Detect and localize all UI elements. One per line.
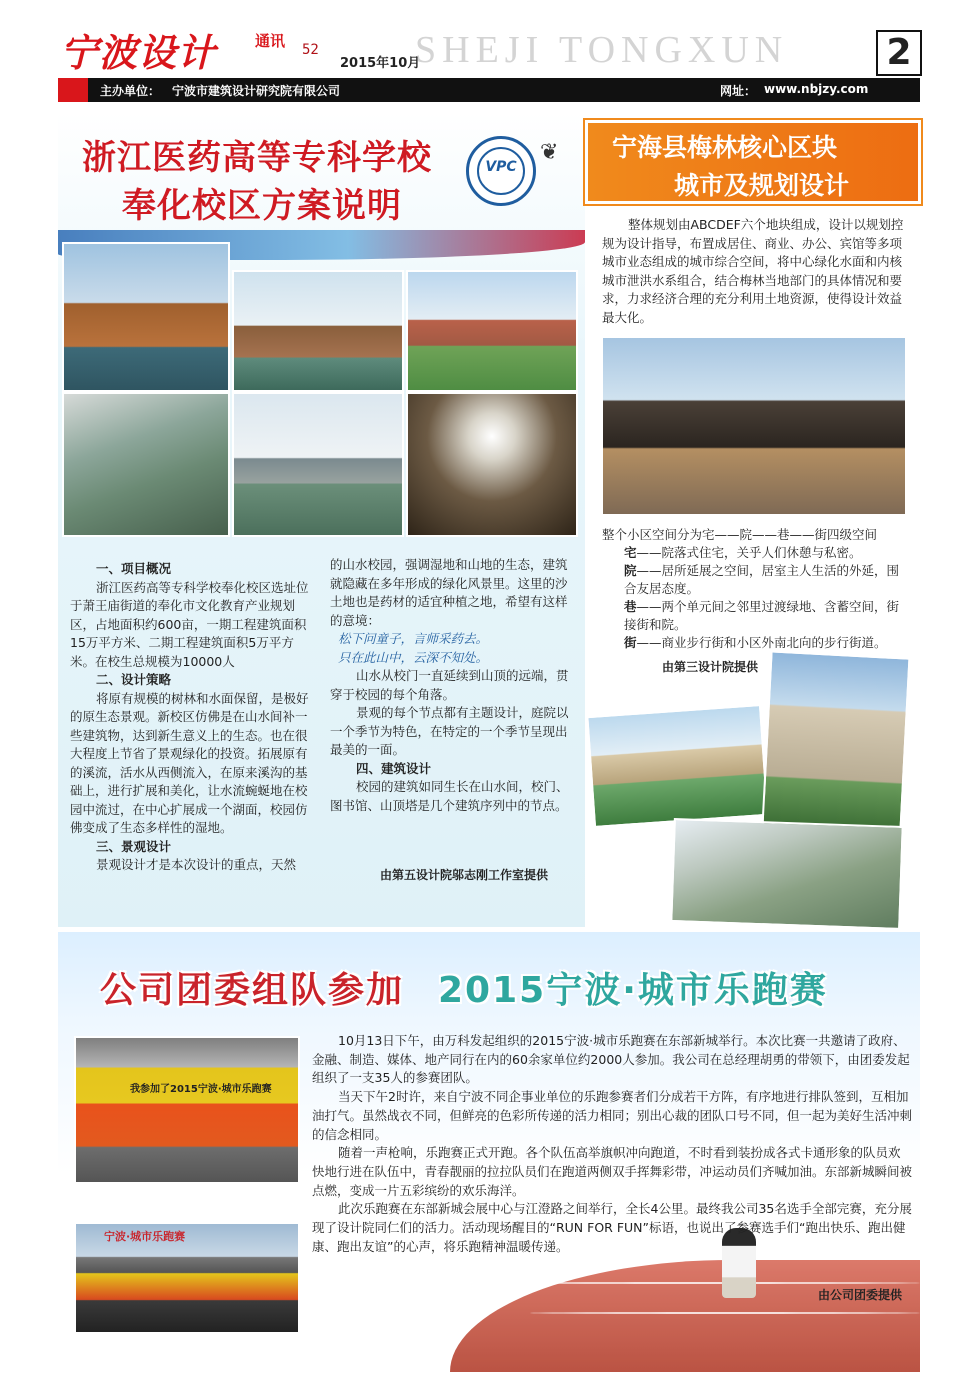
- tower-rendering-photo: [762, 650, 911, 832]
- paragraph: 此次乐跑赛在东部新城会展中心与江澄路之间举行，全长4公里。最终我公司35名选手全部完赛，充分展现了设计院同仁们的活力。活动现场醒目的“RUN FOR FUN”标语，也说出了参赛选手们“跑出快乐、跑出健康、跑出友谊”的心声，将乐跑精神温暖传递。: [312, 1201, 912, 1254]
- college-emblem-icon: [466, 136, 536, 206]
- space-hierarchy-list: [602, 526, 908, 652]
- list-item-term: 街: [624, 635, 637, 650]
- website-label: 网址：: [720, 84, 757, 98]
- team-photo-banner-text: 我参加了2015宁波·城市乐跑赛: [130, 1084, 272, 1095]
- poem-line: 只在此山中，云深不知处。: [338, 649, 489, 665]
- list-item-term: 巷: [624, 599, 637, 614]
- paragraph: 浙江医药高等专科学校奉化校区选址位于萧王庙街道的奉化市文化教育产业规划区，占地面积约600亩，一期工程建筑面积15万平方米、二期工程建筑面积5万平方米。在校生总规模为10000人: [70, 579, 309, 669]
- bottom-article-body: [312, 1032, 912, 1256]
- english-title: SHEJI TONGXUN: [415, 29, 789, 71]
- list-item: [602, 562, 908, 598]
- list-item-text: ——商业步行街和小区外南北向的步行街道。: [636, 635, 887, 650]
- paragraph: 的山水校园，强调湿地和山地的生态，建筑就隐藏在多年形成的绿化风景里。这里的沙土地也是药材的适宜种植之地，希望有这样的意境：: [330, 557, 568, 628]
- butterfly-icon: ❦: [540, 140, 559, 165]
- host-organization: 宁波市建筑设计研究院有限公司: [172, 84, 341, 98]
- race-arch-banner-text: 宁波·城市乐跑赛: [104, 1230, 186, 1243]
- website-url[interactable]: www.nbjzy.com: [764, 82, 869, 96]
- issue-date: 2015年10月: [340, 56, 421, 71]
- info-bar-accent: [58, 78, 88, 102]
- residential-rendering-photo: [586, 704, 768, 828]
- bottom-article-title-part1: 公司团委组队参加: [100, 970, 405, 1011]
- campus-rendering-photo: [62, 242, 230, 392]
- bottom-article-title-part2: 2015宁波·城市乐跑赛: [438, 970, 828, 1011]
- paragraph: 10月13日下午，由万科发起组织的2015宁波·城市乐跑赛在东部新城举行。本次比赛一共邀请了政府、金融、制造、媒体、地产同行在内的60余家单位约2000人参加。我公司在总经理胡勇的带领下，由团委发起组织了一支35人的参赛团队。: [312, 1033, 910, 1086]
- left-article-column-b: [330, 556, 575, 815]
- masterplan-aerial-photo: [670, 818, 903, 930]
- newspaper-logo-suffix: 通讯: [255, 32, 286, 50]
- paragraph: 当天下午2时许，来自宁波不同企事业单位的乐跑参赛者们分成若干方阵，有序地进行排队签到，互相加油打气。虽然战衣不同，但鲜亮的色彩所传递的活力相同；别出心裁的团队口号不同，但一起为美好生活冲刺的信念相同。: [312, 1089, 913, 1142]
- section-heading: 二、设计策略: [96, 672, 172, 687]
- paragraph: 随着一声枪响，乐跑赛正式开跑。各个队伍高举旗帜冲向跑道，不时看到装扮成各式卡通形象的队员欢快地行进在队伍中，青春靓丽的拉拉队员们在跑道两侧双手挥舞彩带，冲运动员们齐喊加油。东部新城瞬间被点燃，变成一片五彩缤纷的欢乐海洋。: [312, 1145, 913, 1198]
- poem-line: 松下问童子，言师采药去。: [338, 631, 489, 646]
- list-item-term: 院: [624, 563, 637, 578]
- section-heading: 三、景观设计: [96, 838, 172, 854]
- team-group-photo: [74, 1036, 300, 1184]
- paragraph: 校园的建筑如同生长在山水间，校门、图书馆、山顶塔是几个建筑序列中的节点。: [330, 779, 569, 813]
- lawn-rendering-photo: [406, 270, 578, 392]
- left-article-title-line2: 奉化校区方案说明: [122, 186, 402, 226]
- left-article-credit: 由第五设计院邬志刚工作室提供: [380, 868, 549, 882]
- section-heading: 四、建筑设计: [356, 760, 432, 776]
- paragraph: 景观的每个节点都有主题设计，庭院以一个季节为特色，在特定的一个季节呈现出最美的一面。: [330, 705, 569, 757]
- right-article-intro: 整体规划由ABCDEF六个地块组成，设计以规划控规为设计指导，布置成居住、商业、办公、宾馆等多项城市业态组成的城市综合空间，将中心绿化水面和内核城市泄洪水系组合，结合梅林当地部门的具体情况和要求，力求经济合理的充分利用土地资源，使得设计效益最大化。: [602, 217, 904, 325]
- left-article-column-a: [70, 560, 315, 875]
- list-item: [602, 544, 908, 562]
- section-heading: 一、项目概况: [96, 561, 172, 576]
- paragraph: 山水从校门一直延续到山顶的远端，贯穿于校园的每个角落。: [330, 668, 569, 702]
- right-article-credit: 由第三设计院提供: [662, 660, 759, 674]
- paragraph: 将原有规模的树林和水面保留，是极好的原生态景观。新校区仿佛是在山水间补一些建筑物，达到新生意义上的生态。也在很大程度上节省了景观绿化的投资。拓展原有的溪流，活水从西侧流入，在原来溪沟的基础上，进行扩展和美化，让水流蜿蜒地在校园中流过，在中心扩展成一个湖面，校园仿佛变成了生态多样性的湿地。: [70, 690, 309, 835]
- list-lead: 整个小区空间分为宅——院——巷——街四级空间: [602, 527, 878, 542]
- college-emblem-mark: VPC: [485, 159, 517, 175]
- lakeside-rendering-photo: [232, 392, 404, 537]
- commercial-street-rendering-photo: [601, 336, 907, 516]
- paragraph: 景观设计才是本次设计的重点，天然: [96, 857, 297, 872]
- bridge-rendering-photo: [232, 270, 404, 392]
- list-item-term: 宅: [624, 545, 637, 560]
- page-number: 2: [876, 30, 922, 76]
- list-item-text: ——两个单元间之邻里过渡绿地、含蓄空间，街接街和院。: [624, 599, 900, 632]
- aerial-model-photo: [62, 392, 230, 537]
- list-item: [602, 598, 908, 634]
- right-article-title-line2: 城市及规划设计: [674, 171, 850, 200]
- list-item-text: ——院落式住宅，关乎人们休憩与私密。: [636, 545, 862, 560]
- left-article-title-line1: 浙江医药高等专科学校: [82, 138, 432, 178]
- bottom-article-credit: 由公司团委提供: [818, 1288, 903, 1302]
- newspaper-logo: 宁波设计: [60, 31, 217, 75]
- library-interior-photo: [406, 392, 578, 537]
- host-label: 主办单位：: [100, 84, 161, 98]
- right-article-title-line1: 宁海县梅林核心区块: [612, 133, 838, 162]
- list-item-text: ——居所延展之空间，居室主人生活的外延，围合友居态度。: [624, 563, 900, 596]
- list-item: [602, 634, 908, 652]
- issue-number: 52: [302, 42, 319, 58]
